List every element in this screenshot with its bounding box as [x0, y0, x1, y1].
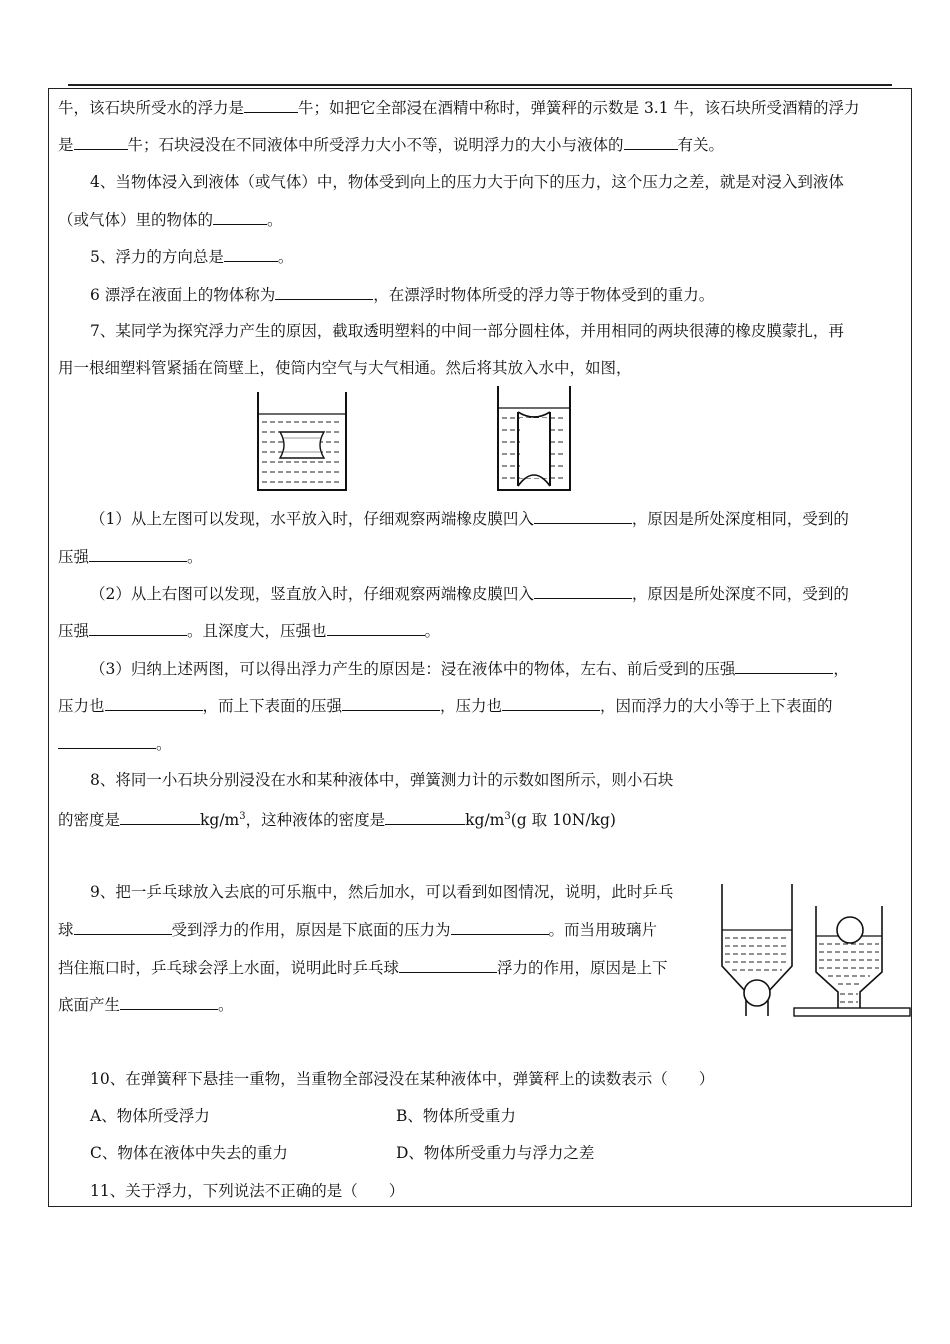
answer-blank[interactable] — [735, 657, 833, 674]
answer-blank[interactable] — [451, 918, 549, 935]
q10-option-d[interactable]: D、物体所受重力与浮力之差 — [396, 1144, 595, 1162]
answer-blank[interactable] — [89, 545, 187, 562]
q7-part3-line-3: 。 — [58, 732, 172, 755]
q7-part1-line-2: 压强 。 — [58, 545, 203, 568]
answer-blank[interactable] — [385, 808, 465, 825]
q9-line-4: 底面产生 。 — [58, 993, 234, 1016]
q10-option-b[interactable]: B、物体所受重力 — [396, 1107, 516, 1125]
q10-option-a[interactable]: A、物体所受浮力 — [90, 1107, 210, 1125]
q10-option-c[interactable]: C、物体在液体中失去的重力 — [90, 1144, 288, 1162]
q9-line-1: 9、把一乒乓球放入去底的可乐瓶中，然后加水，可以看到如图情况，说明，此时乒乓 — [90, 883, 674, 901]
q3-line-1: 牛，该石块所受水的浮力是 牛；如把它全部浸在酒精中称时，弹簧秤的示数是 3.1 牛，该石块所受酒精的浮力 — [58, 96, 860, 119]
answer-blank[interactable] — [275, 283, 373, 300]
horizontal-cylinder-figure — [252, 388, 352, 494]
q7-part3-line-1: （3）归纳上述两图，可以得出浮力产生的原因是：浸在液体中的物体，左右、前后受到的压强 ， — [90, 657, 849, 680]
header-rule — [68, 84, 892, 86]
answer-blank[interactable] — [624, 133, 678, 150]
bottle-ball-bottom-figure — [716, 880, 798, 1020]
q9-line-3: 挡住瓶口时，乒乓球会浮上水面，说明此时乒乓球 浮力的作用，原因是上下 — [58, 956, 668, 979]
q10-stem: 10、在弹簧秤下悬挂一重物，当重物全部浸没在某种液体中，弹簧秤上的读数表示（ ） — [90, 1070, 715, 1088]
q3-line-2: 是 牛；石块浸没在不同液体中所受浮力大小不等，说明浮力的大小与液体的 有关。 — [58, 133, 724, 156]
q4-line-1: 4、当物体浸入到液体（或气体）中，物体受到向上的压力大于向下的压力，这个压力之差，就是对浸入到液体 — [90, 173, 844, 191]
q9-line-2: 球 受到浮力的作用，原因是下底面的压力为 。而当用玻璃片 — [58, 918, 657, 941]
answer-blank[interactable] — [58, 732, 156, 749]
q7-part3-line-2: 压力也 ，而上下表面的压强 ，压力也 ，因而浮力的大小等于上下表面的 — [58, 694, 833, 717]
q5-line: 5、浮力的方向总是 。 — [90, 245, 293, 268]
q6-line: 6 漂浮在液面上的物体称为 ，在漂浮时物体所受的浮力等于物体受到的重力。 — [90, 283, 714, 306]
answer-blank[interactable] — [74, 133, 128, 150]
answer-blank[interactable] — [213, 208, 267, 225]
q7-line-1: 7、某同学为探究浮力产生的原因，截取透明塑料的中间一部分圆柱体，并用相同的两块很薄的橡皮膜蒙扎，再 — [90, 322, 844, 340]
q7-line-2: 用一根细塑料管紧插在筒壁上，使筒内空气与大气相通。然后将其放入水中，如图， — [58, 359, 632, 377]
answer-blank[interactable] — [120, 993, 218, 1010]
bottle-ball-floating-figure — [790, 880, 912, 1020]
q8-line-2: 的密度是 $kg/m^3$，这种液体的密度是 $kg/m^3(g$ 取 10N/kg) — [58, 806, 616, 831]
answer-blank[interactable] — [327, 619, 425, 636]
q11-stem: 11、关于浮力，下列说法不正确的是（ ） — [90, 1182, 405, 1200]
q7-part2-line-1: （2）从上右图可以发现，竖直放入时，仔细观察两端橡皮膜凹入 ，原因是所处深度不同，受到的 — [90, 582, 849, 605]
vertical-cylinder-figure — [492, 382, 576, 494]
answer-blank[interactable] — [244, 96, 298, 113]
q7-part1-line-1: （1）从上左图可以发现，水平放入时，仔细观察两端橡皮膜凹入 ，原因是所处深度相同，受到的 — [90, 507, 849, 530]
answer-blank[interactable] — [534, 582, 632, 599]
q7-part2-line-2: 压强 。且深度大，压强也 。 — [58, 619, 440, 642]
answer-blank[interactable] — [399, 956, 497, 973]
answer-blank[interactable] — [120, 808, 200, 825]
answer-blank[interactable] — [342, 694, 440, 711]
answer-blank[interactable] — [105, 694, 203, 711]
answer-blank[interactable] — [224, 245, 278, 262]
q8-line-1: 8、将同一小石块分别浸没在水和某种液体中，弹簧测力计的示数如图所示，则小石块 — [90, 771, 674, 789]
answer-blank[interactable] — [89, 619, 187, 636]
answer-blank[interactable] — [74, 918, 172, 935]
q4-line-2: （或气体）里的物体的 。 — [58, 208, 283, 231]
answer-blank[interactable] — [502, 694, 600, 711]
answer-blank[interactable] — [534, 507, 632, 524]
